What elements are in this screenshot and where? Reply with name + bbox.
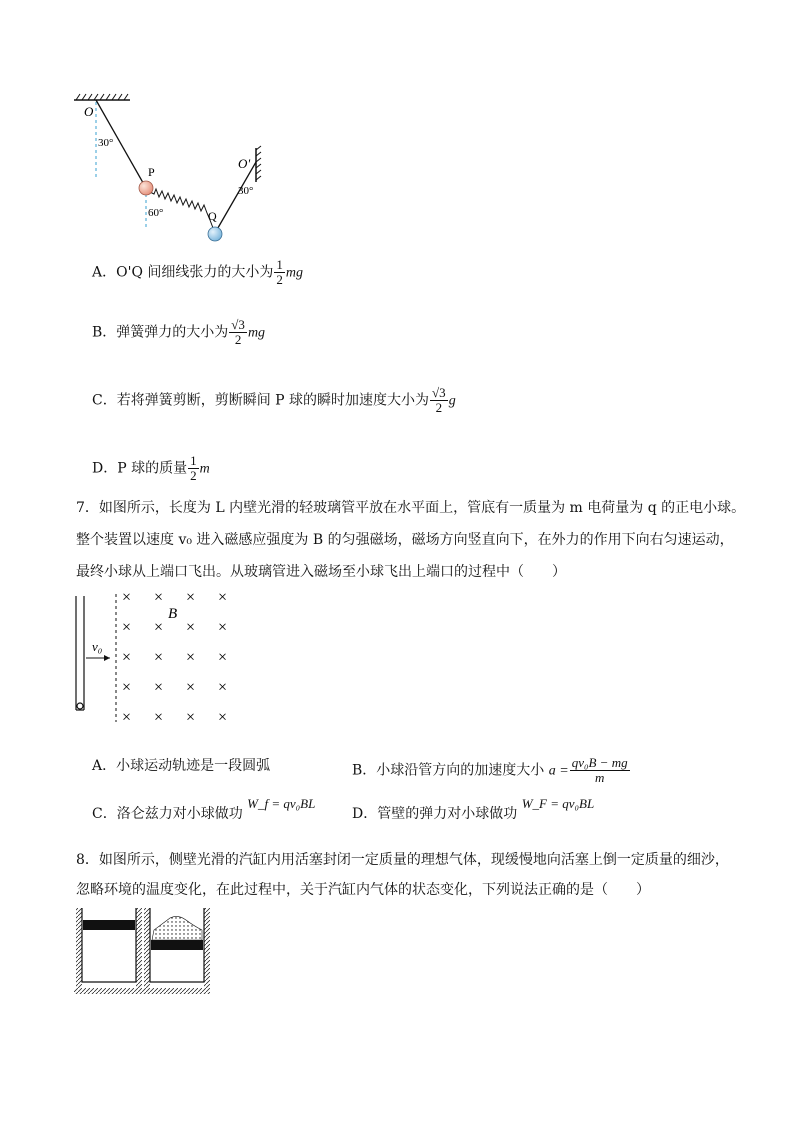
- formula-c: W_f = qv₀BL: [247, 796, 316, 811]
- q7-line-1: 7．如图所示，长度为 L 内壁光滑的轻玻璃管平放在水平面上，管底有一质量为 m 电荷量为 q 的正电小球。: [76, 500, 746, 516]
- cylinder-left: [76, 908, 142, 988]
- sand-pile: [152, 916, 202, 940]
- label-q: Q: [208, 209, 217, 223]
- angle-top-left: 30°: [98, 137, 114, 149]
- q7-option-d: D．管壁的弹力对小球做功 W_F = qv₀BL: [352, 796, 595, 822]
- svg-text:×: ×: [186, 619, 196, 636]
- q6-option-b: B．弹簧弹力的大小为 $\frac{√3}{2}$ mg: [92, 317, 266, 347]
- q7-line-3: 最终小球从上端口飞出。从玻璃管进入磁场至小球飞出上端口的过程中（ ）: [76, 564, 566, 580]
- svg-text:×: ×: [154, 619, 164, 636]
- svg-text:×: ×: [154, 589, 164, 606]
- q6-option-a: A．O'Q 间细线张力的大小为 $\frac{1}{2}$ mg: [92, 257, 304, 287]
- svg-text:×: ×: [218, 589, 228, 606]
- cylinder-figure: [70, 904, 220, 1002]
- ball-in-tube: [77, 703, 83, 709]
- svg-text:×: ×: [218, 649, 228, 666]
- ball-p: [139, 181, 153, 195]
- svg-text:×: ×: [122, 709, 132, 726]
- svg-text:×: ×: [122, 679, 132, 696]
- q7-line-2: 整个装置以速度 v₀ 进入磁感应强度为 B 的匀强磁场，磁场方向竖直向下，在外力的作用下向右匀速运动，: [76, 532, 734, 548]
- cylinder-right: [144, 908, 210, 988]
- svg-text:×: ×: [154, 679, 164, 696]
- svg-text:×: ×: [122, 589, 132, 606]
- formula-d: W_F = qv₀BL: [521, 796, 595, 811]
- q6-option-c: C．若将弹簧剪断，剪断瞬间 P 球的瞬时加速度大小为 $\frac{√3}{2}$ g: [92, 385, 456, 415]
- label-b: B: [168, 606, 178, 622]
- angle-top-right: 30°: [238, 185, 254, 197]
- svg-text:×: ×: [186, 709, 196, 726]
- ceiling: [74, 94, 130, 100]
- svg-text:×: ×: [122, 619, 132, 636]
- svg-text:×: ×: [122, 649, 132, 666]
- piston-right: [151, 940, 203, 950]
- label-p: P: [148, 165, 155, 179]
- label-v0: v₀: [92, 639, 103, 654]
- label-o: O: [84, 104, 94, 119]
- svg-text:×: ×: [218, 709, 228, 726]
- label-o-prime: O': [238, 156, 251, 171]
- q7-option-c: C．洛仑兹力对小球做功 W_f = qv₀BL: [92, 796, 316, 822]
- angle-p: 60°: [148, 207, 164, 219]
- svg-text:×: ×: [186, 679, 196, 696]
- svg-text:×: ×: [186, 649, 196, 666]
- q8-line-2: 忽略环境的温度变化，在此过程中，关于汽缸内气体的状态变化，下列说法正确的是（ ）: [76, 882, 650, 898]
- piston-left: [83, 920, 135, 930]
- pendulum-spring-figure: [60, 88, 280, 248]
- q6-option-d: D．P 球的质量 $\frac{1}{2}$ m: [92, 453, 210, 483]
- right-wall: [256, 146, 261, 182]
- svg-text:×: ×: [218, 679, 228, 696]
- svg-text:×: ×: [186, 589, 196, 606]
- svg-text:×: ×: [154, 649, 164, 666]
- ball-q: [208, 227, 222, 241]
- q8-line-1: 8．如图所示，侧壁光滑的汽缸内用活塞封闭一定质量的理想气体，现缓慢地向活塞上倒一定质量的细沙，: [76, 852, 729, 868]
- svg-text:×: ×: [218, 619, 228, 636]
- magnetic-field-figure: [66, 588, 246, 728]
- q7-option-a: A．小球运动轨迹是一段圆弧: [92, 758, 271, 774]
- svg-text:×: ×: [154, 709, 164, 726]
- q7-option-b: B．小球沿管方向的加速度大小 a = $\frac{\text{qv₀B − mg}}{m}$: [352, 755, 628, 785]
